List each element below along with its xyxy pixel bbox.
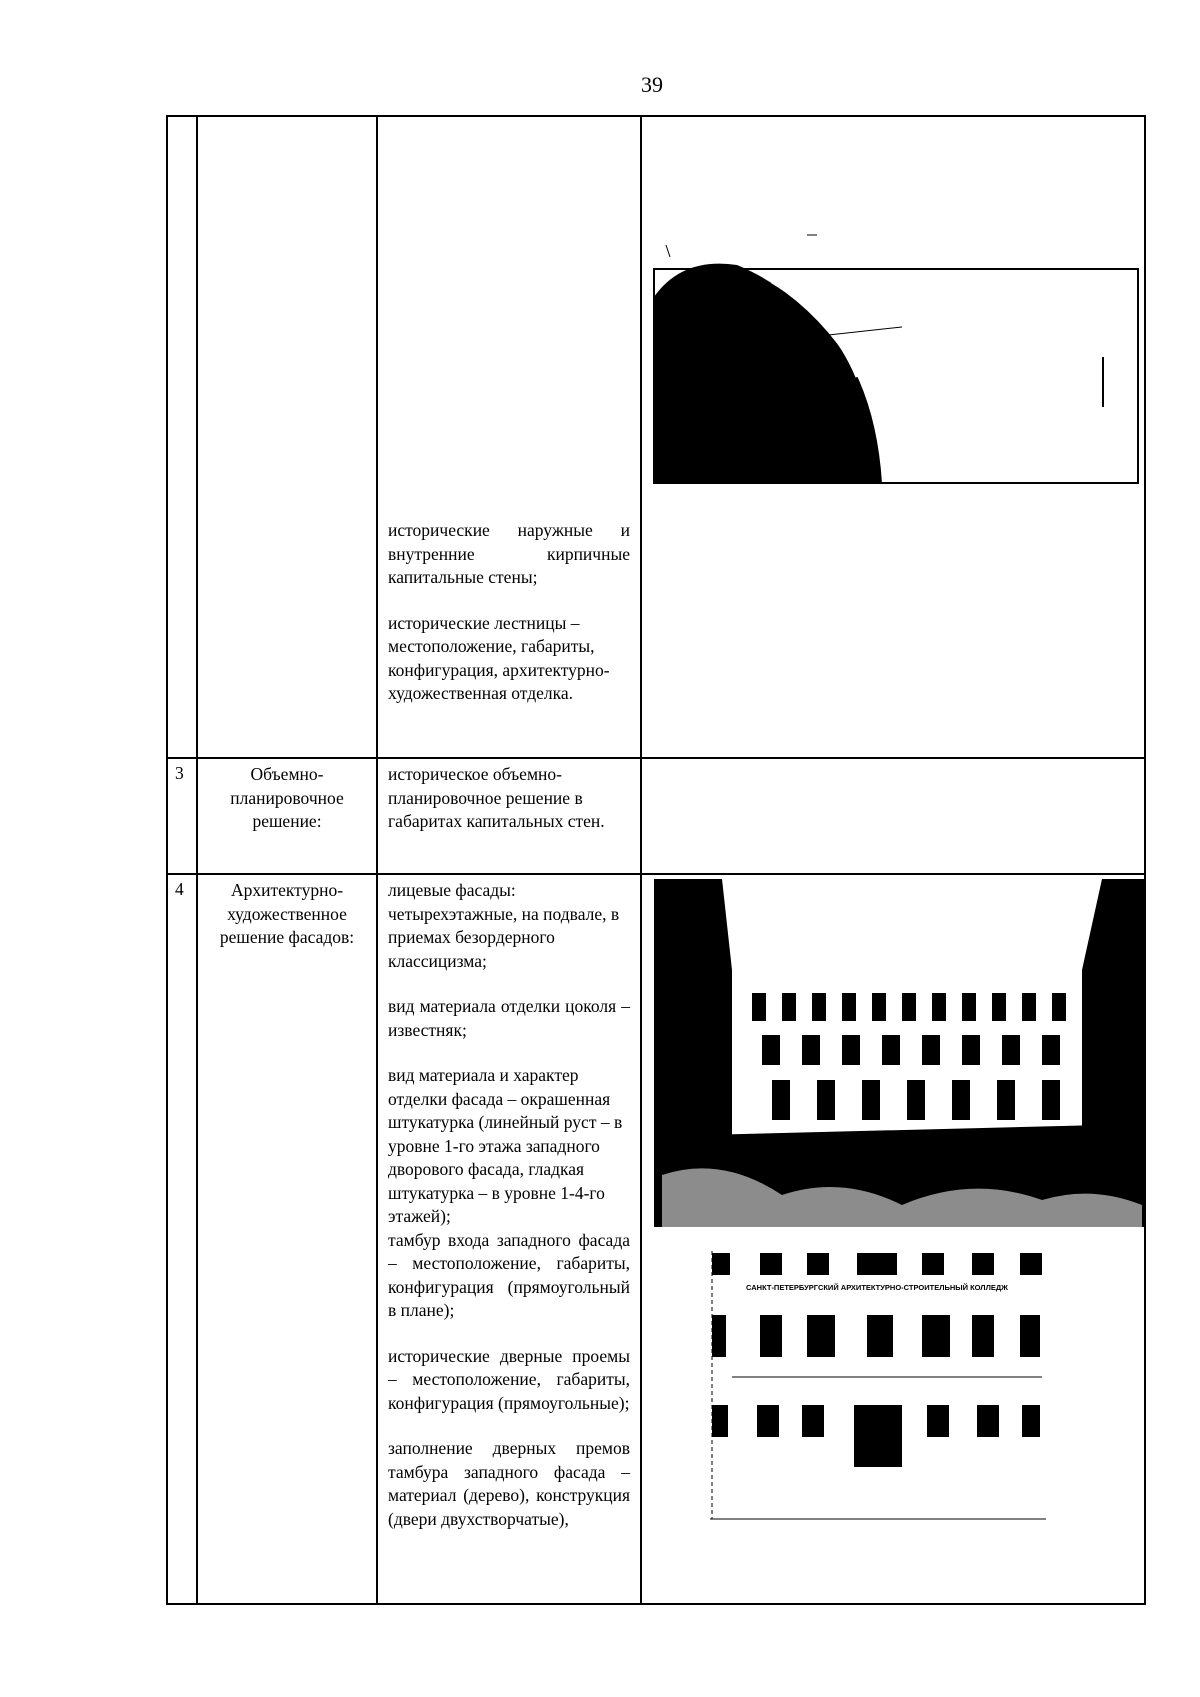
row-description	[377, 758, 641, 874]
row-number: 3	[167, 758, 197, 874]
description-paragraph: вид материала отделки цоколя – известняк;	[388, 996, 630, 1040]
photo-cell	[641, 758, 1145, 874]
page-number: 39	[641, 72, 663, 97]
row-number	[167, 116, 197, 758]
courtyard-photo	[654, 879, 1144, 1227]
description-paragraph: исторические наружные и внутренние кирпичные капитальные стены;	[388, 520, 630, 587]
table-row	[167, 874, 1145, 1604]
table-row	[167, 758, 1145, 874]
row-number: 4	[167, 874, 197, 1604]
staircase-photo	[642, 117, 1146, 757]
description-paragraph: тамбур входа западного фасада – местоположение, габариты, конфигурация (прямоугольный в плане);	[388, 1229, 630, 1320]
row-description	[377, 116, 641, 758]
photo-cell	[641, 116, 1145, 758]
description-paragraph: лицевые фасады: четырехэтажные, на подвале, в приемах безордерного классицизма;	[388, 880, 620, 971]
table-row	[167, 116, 1145, 758]
description-paragraph: историческое объемно-планировочное решение в габаритах капитальных стен.	[388, 764, 605, 831]
description-paragraph: вид материала и характер отделки фасада – окрашенная штукатурка (линейный руст – в уровне 1-го этажа западного дворового фасада, гладкая штукатурка – в уровне 1-4-го этажей);	[388, 1065, 623, 1226]
row-name: Объемно-планировочное решение:	[197, 758, 377, 874]
facade-sign: САНКТ-ПЕТЕРБУРГСКИЙ АРХИТЕКТУРНО-СТРОИТЕЛЬНЫЙ КОЛЛЕДЖ	[746, 1283, 1008, 1292]
protection-subject-table	[166, 115, 1146, 1605]
photo-cell	[641, 874, 1145, 1604]
description-paragraph: исторические дверные проемы – местоположение, габариты, конфигурация (прямоугольные);	[388, 1345, 630, 1413]
facade-photos	[642, 875, 1146, 1603]
row-description	[377, 874, 641, 1604]
description-paragraph: заполнение дверных премов тамбура западного фасада – материал (дерево), конструкция (двери двухстворчатые),	[388, 1438, 630, 1529]
main-facade-photo	[710, 1251, 1046, 1519]
description-paragraph: исторические лестницы – местоположение, габариты, конфигурация, архитектурно-художественная отделка.	[388, 612, 610, 703]
row-name: Архитектурно-художественное решение фасадов:	[197, 874, 377, 1604]
row-name	[197, 116, 377, 758]
